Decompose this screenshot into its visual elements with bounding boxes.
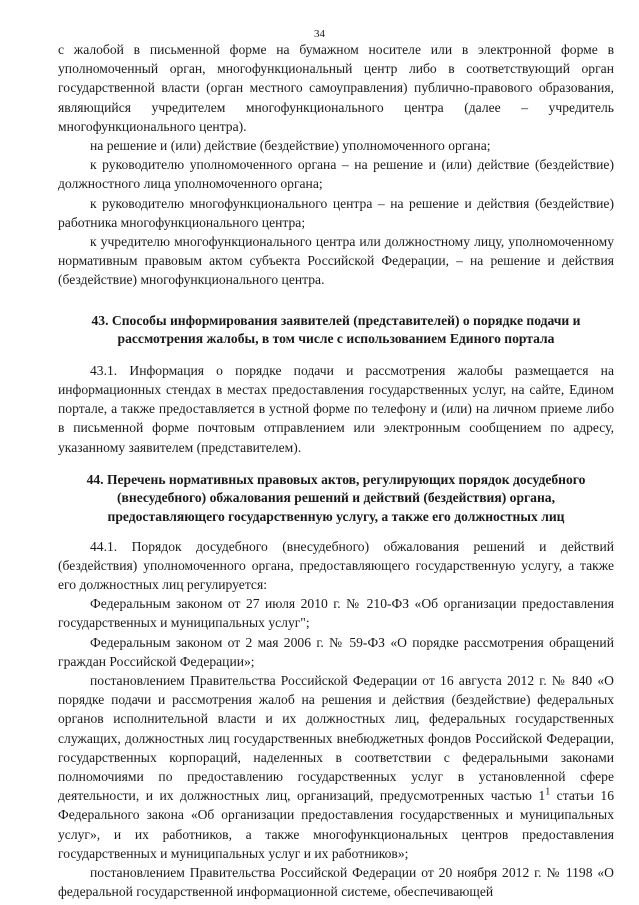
paragraph-law-210-fz: Федеральным законом от 27 июля 2010 г. № 210-ФЗ «Об организации предоставления государственных и муниципальных услуг"; [58,596,614,631]
paragraph-mfc-founder: к учредителю многофункционального центра или должностному лицу, уполномоченному нормативным правовым актом субъекта Российской Федерации, – на решение и действия (бездействие) многофункционального центра. [58,234,614,288]
document-body [58,40,614,901]
paragraph-resolution-840 [58,671,614,863]
superscript-1: 1 [545,786,551,798]
paragraph-head-of-authority: к руководителю уполномоченного органа – на решение и (или) действие (бездействие) должностного лица уполномоченного органа; [58,157,614,192]
paragraph-43-1: 43.1. Информация о порядке подачи и рассмотрения жалобы размещается на информационных стендах в местах предоставления государственных услуг, на сайте, Едином портале, а также предоставляется в устной форме по телефону и (или) на личном приеме либо в письменной форме почтовым отправлением или электронным сообщением по адресу, указанному заявителем (представителем). [58,362,614,455]
section-43-heading: 43. Способы информирования заявителей (представителей) о порядке подачи и рассмотрения жалобы, в том числе с использованием Единого портала [91,312,581,347]
section-44-heading: 44. Перечень нормативных правовых актов, регулирующих порядок досудебного (внесудебного) обжалования решений и действий (бездействия) органа, предоставляющего государственную услугу, а также его должностных лиц [86,471,586,525]
paragraph-authority-decision: на решение и (или) действие (бездействие) уполномоченного органа; [90,138,491,154]
resolution-840-text-a: постановлением Правительства Российской Федерации от 16 августа 2012 г. № 840 «О порядке подачи и рассмотрения жалоб на решения и действия (бездействие) федеральных органов исполнительной власти и их должностных лиц, федеральных государственных служащих, должностных лиц государственных внебюджетных фондов Российской Федерации, государственных корпораций, наделенных в соответствии с федеральными законами полномочиями по предоставлению государственных услуг в установленной сфере деятельности, и их должностных лиц, организаций, предусмотренных частью 1 [58,673,614,804]
paragraph-44-1: 44.1. Порядок досудебного (внесудебного) обжалования решений и действий (бездействия) уполномоченного органа, предоставляющего государственную услугу, а также его должностных лиц регулируется: [58,538,614,593]
paragraph-head-of-mfc: к руководителю многофункционального центра – на решение и действия (бездействие) работника многофункционального центра; [58,195,614,230]
paragraph-complaint-form: с жалобой в письменной форме на бумажном носителе или в электронной форме в уполномоченный орган, многофункциональный центр либо в соответствующий орган государственной власти (орган местного самоуправления) публично-правового образования, являющийся учредителем многофункционального центра (далее – учредитель многофункционального центра). [58,42,614,134]
paragraph-law-59-fz: Федеральным законом от 2 мая 2006 г. № 59-ФЗ «О порядке рассмотрения обращений граждан Российской Федерации»; [58,634,614,669]
page-number: 34 [314,28,325,40]
resolution-840-text-b: статьи 16 Федерального закона «Об организации предоставления государственных и муниципальных услуг», и их работников, а также многофункциональных центров предоставления государственных и муниципальных услуг и их работников»; [58,788,614,861]
paragraph-resolution-1198: постановлением Правительства Российской Федерации от 20 ноября 2012 г. № 1198 «О федеральной государственной информационной системе, обеспечивающей [58,865,614,900]
